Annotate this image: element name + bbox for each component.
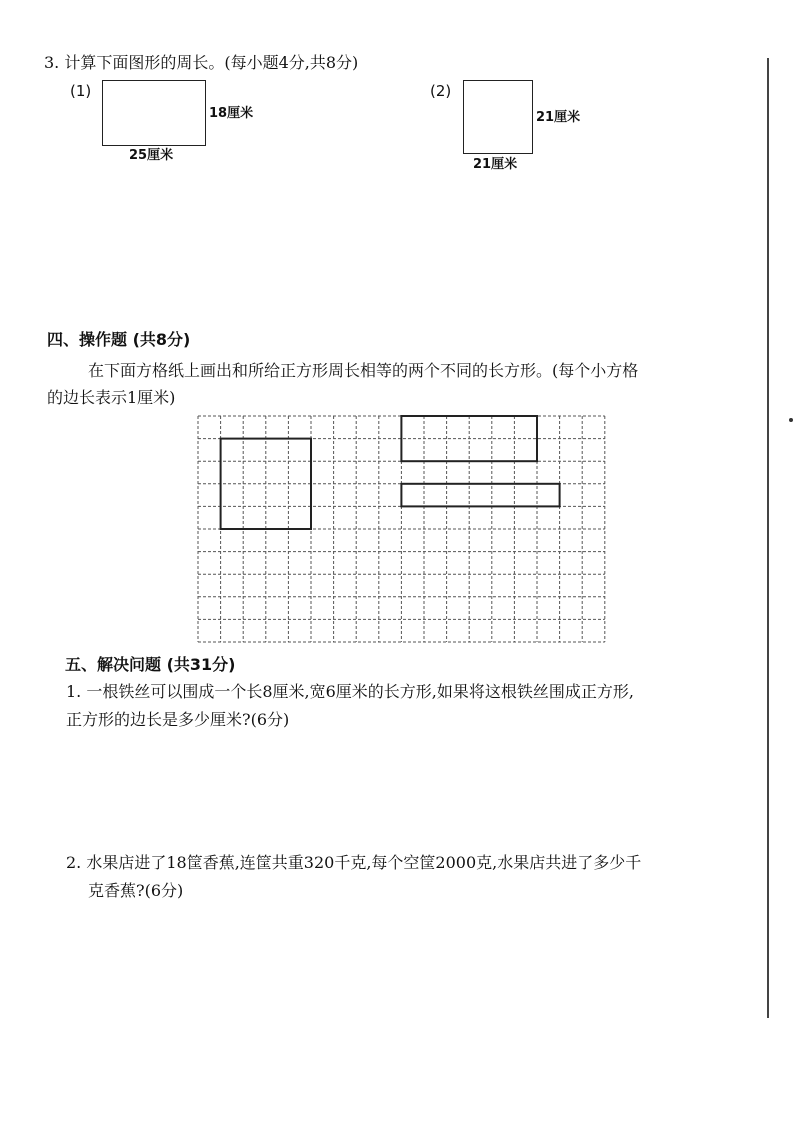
figure-2-height-label: 21厘米	[536, 110, 581, 125]
section-4-instruction-line1: 在下面方格纸上画出和所给正方形周长相等的两个不同的长方形。(每个小方格	[88, 361, 639, 380]
figure-2-label: (2)	[430, 82, 452, 100]
figure-1-height-label: 18厘米	[209, 106, 254, 121]
figure-1-rectangle	[102, 80, 206, 146]
problem-2-line2: 克香蕉?(6分)	[88, 881, 184, 900]
problem-2-line1: 2. 水果店进了18筐香蕉,连筐共重320千克,每个空筐2000克,水果店共进了多少千	[66, 853, 642, 872]
margin-binding-line	[767, 58, 769, 1018]
grid-svg	[196, 414, 606, 644]
drawn-rectangle-2	[401, 484, 559, 507]
grid-paper	[196, 414, 606, 644]
problem-1-line1: 1. 一根铁丝可以围成一个长8厘米,宽6厘米的长方形,如果将这根铁丝围成正方形,	[66, 682, 634, 701]
figure-1-width-label: 25厘米	[129, 148, 174, 163]
section-5-heading: 五、解决问题 (共31分)	[65, 655, 236, 674]
section-4-instruction-line2: 的边长表示1厘米)	[47, 388, 176, 407]
figure-2-width-label: 21厘米	[473, 157, 518, 172]
problem-1-line2: 正方形的边长是多少厘米?(6分)	[66, 710, 290, 729]
figure-1-label: (1)	[70, 82, 92, 100]
margin-mark	[789, 418, 793, 422]
question-3-title: 3. 计算下面图形的周长。(每小题4分,共8分)	[44, 53, 359, 72]
figure-2-square	[463, 80, 533, 154]
section-4-heading: 四、操作题 (共8分)	[47, 330, 191, 349]
